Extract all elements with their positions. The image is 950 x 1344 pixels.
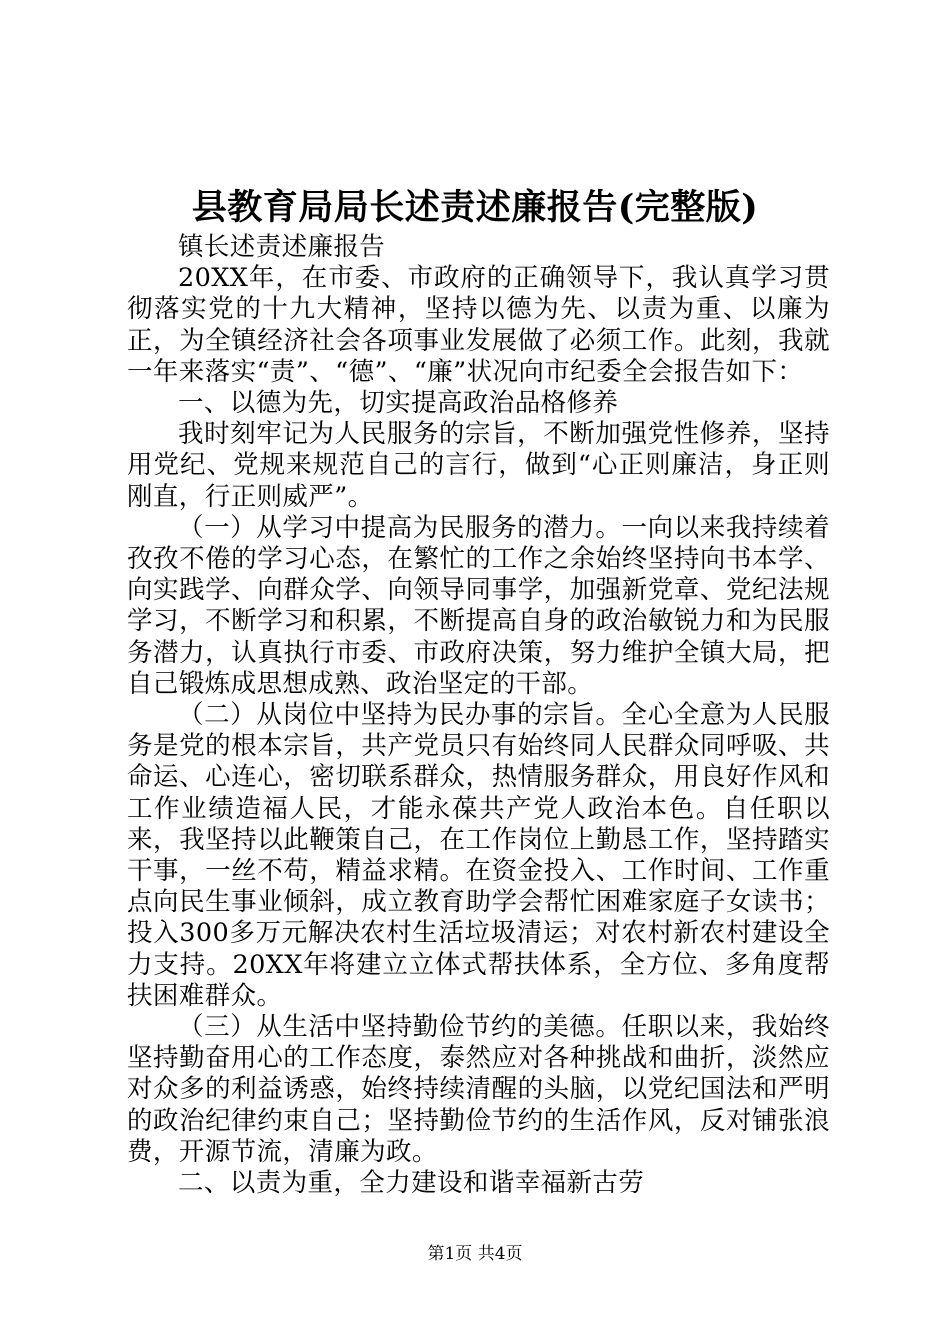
paragraph-subsection-2: （二）从岗位中坚持为民办事的宗旨。全心全意为人民服务是党的根本宗旨，共产党员只有始终同人民群众同呼吸、共命运、心连心，密切联系群众，热情服务群众，用良好作风和工作业绩造福人民，才能永葆共产党人政治本色。自任职以来，我坚持以此鞭策自己，在工作岗位上勤恳工作，坚持踏实干事，一丝不苟，精益求精。在资金投入、工作时间、工作重点向民生事业倾斜，成立教育助学会帮忙困难家庭子女读书；投入300多万元解决农村生活垃圾清运；对农村新农村建设全力支持。20XX年将建立立体式帮扶体系，全方位、多角度帮扶困难群众。: [127, 700, 830, 1011]
section-heading-2: 二、以责为重，全力建设和谐幸福新古劳: [178, 1168, 645, 1199]
paragraph-subsection-3: （三）从生活中坚持勤俭节约的美德。任职以来，我始终坚持勤奋用心的工作态度，泰然应对各种挑战和曲折，淡然应对众多的利益诱惑，始终持续清醒的头脑，以党纪国法和严明的政治纪律约束自己；坚持勤俭节约的生活作风，反对铺张浪费，开源节流，清廉为政。: [127, 1012, 830, 1167]
paragraph-subsection-1: （一）从学习中提高为民服务的潜力。一向以来我持续着孜孜不倦的学习心态，在繁忙的工作之余始终坚持向书本学、向实践学、向群众学、向领导同事学，加强新党章、党纪法规学习，不断学习和积累，不断提高自身的政治敏锐力和为民服务潜力，认真执行市委、市政府决策，努力维护全镇大局，把自己锻炼成思想成熟、政治坚定的干部。: [127, 512, 830, 699]
section-heading-1: 一、以德为先，切实提高政治品格修养: [178, 388, 619, 419]
paragraph-heading-line: 镇长述责述廉报告: [178, 232, 386, 262]
paragraph-section-1: 我时刻牢记为人民服务的宗旨，不断加强党性修养，坚持用党纪、党规来规范自己的言行，做到“心正则廉洁，身正则刚直，行正则威严”。: [127, 419, 830, 512]
document-title: 县教育局局长述责述廉报告(完整版): [191, 187, 759, 228]
document-body: [127, 232, 830, 1199]
page-number-footer: 第1页 共4页: [427, 1244, 523, 1264]
paragraph-intro: 20XX年，在市委、市政府的正确领导下，我认真学习贯彻落实党的十九大精神，坚持以德为先、以责为重、以廉为正，为全镇经济社会各项事业发展做了必须工作。此刻，我就一年来落实“责”、“德”、“廉”状况向市纪委全会报告如下：: [127, 263, 830, 387]
